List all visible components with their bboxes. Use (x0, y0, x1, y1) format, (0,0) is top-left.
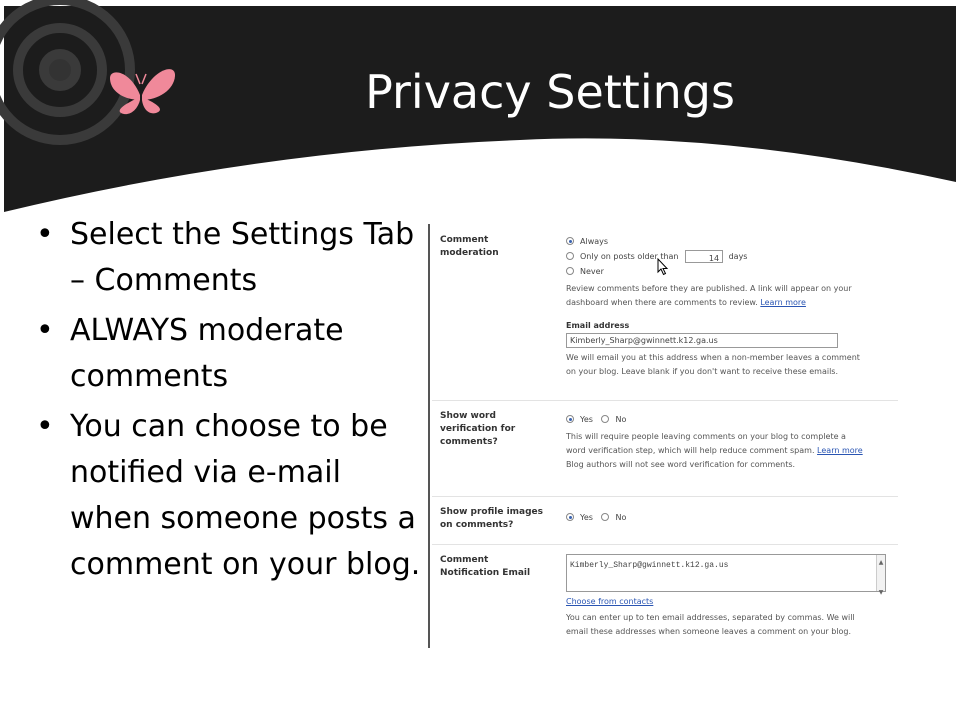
bullet-item: • Select the Settings Tab – Comments (36, 212, 426, 304)
notification-email-controls (566, 554, 886, 639)
moderation-help: Review comments before they are published. A link will appear on your dashboard when there are comments to review. (566, 284, 852, 307)
profile-images-no[interactable]: No (601, 513, 626, 522)
bullet-list (36, 212, 426, 592)
email-help: We will email you at this address when a non-member leaves a comment on your blog. Leave blank if you don't want to receive these emails. (566, 353, 860, 376)
textarea-scrollbar[interactable]: ▲ ▼ (876, 555, 885, 591)
word-verification-yes[interactable]: Yes (566, 415, 593, 424)
bullet-item: • ALWAYS moderate comments (36, 308, 426, 400)
bullet-dot: • (36, 409, 54, 444)
comment-moderation-controls (566, 234, 886, 379)
profile-images-controls (566, 510, 886, 525)
radio-icon[interactable] (566, 415, 574, 423)
word-verification-label: Show word verification for comments? (440, 411, 516, 447)
word-verification-no[interactable]: No (601, 415, 626, 424)
divider-line (428, 224, 430, 648)
bullet-dot: • (36, 217, 54, 252)
mouse-cursor-icon (657, 258, 669, 276)
word-verification-note: Blog authors will not see word verification for comments. (566, 460, 796, 469)
learn-more-link[interactable]: Learn more (760, 298, 806, 307)
moderation-option-always[interactable]: Always (566, 234, 886, 249)
moderation-option-never[interactable]: Never (566, 264, 886, 279)
days-input[interactable]: 14 (685, 250, 723, 263)
settings-screenshot (432, 222, 898, 644)
word-verification-controls (566, 412, 886, 472)
radio-icon[interactable] (601, 513, 609, 521)
bullet-item: • You can choose to be notified via e-mail when someone posts a comment on your blog. (36, 404, 426, 588)
moderation-option-older[interactable]: Only on posts older than 14 days (566, 249, 886, 264)
choose-contacts-link[interactable]: Choose from contacts (566, 597, 654, 606)
email-address-input[interactable]: Kimberly_Sharp@gwinnett.k12.ga.us (566, 333, 838, 348)
radio-icon[interactable] (601, 415, 609, 423)
slide-title: Privacy Settings (365, 65, 735, 119)
notification-email-textarea[interactable]: Kimberly_Sharp@gwinnett.k12.ga.us ▲ ▼ (566, 554, 886, 592)
bullet-dot: • (36, 313, 54, 348)
notification-email-label: Comment Notification Email (440, 555, 531, 578)
separator (432, 400, 898, 401)
radio-icon[interactable] (566, 513, 574, 521)
days-suffix: days (728, 252, 748, 261)
separator (432, 544, 898, 545)
comment-moderation-label: Comment moderation (440, 235, 499, 258)
email-address-label: Email address (566, 321, 630, 330)
word-verification-help: This will require people leaving comments on your blog to complete a word verification step, which will help reduce comment spam. (566, 432, 846, 455)
profile-images-yes[interactable]: Yes (566, 513, 593, 522)
radio-icon[interactable] (566, 237, 574, 245)
separator (432, 496, 898, 497)
profile-images-label: Show profile images on comments? (440, 507, 544, 530)
learn-more-link[interactable]: Learn more (817, 446, 863, 455)
radio-icon[interactable] (566, 252, 574, 260)
radio-icon[interactable] (566, 267, 574, 275)
notification-email-help: You can enter up to ten email addresses, separated by commas. We will email these addresses when someone leaves a comment on your blog. (566, 613, 855, 636)
